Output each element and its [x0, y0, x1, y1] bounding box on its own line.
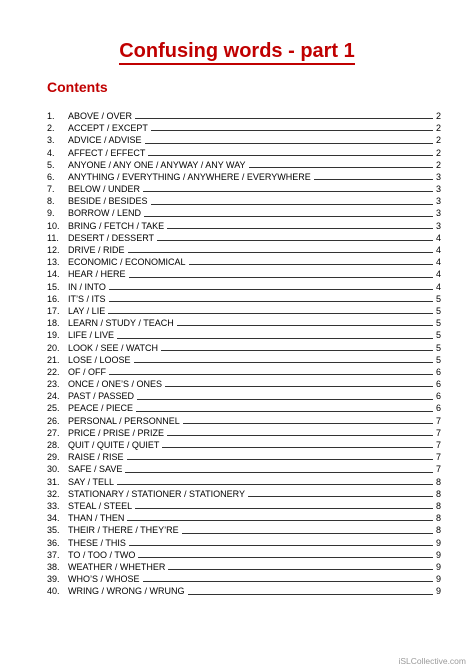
toc-leader-line [108, 313, 433, 314]
toc-entry[interactable] [47, 329, 441, 341]
toc-entry-page: 2 [435, 110, 441, 121]
toc-leader-line [109, 301, 433, 302]
toc-entry-page: 4 [435, 269, 441, 280]
toc-entry-page: 7 [435, 440, 441, 451]
toc-entry[interactable] [47, 403, 441, 415]
watermark-footer: iSLCollective.com [398, 656, 466, 666]
toc-entry-page: 8 [435, 500, 441, 511]
toc-entry-page: 4 [435, 257, 441, 268]
toc-entry-number: 32. [47, 488, 60, 499]
toc-entry-label: ANYTHING / EVERYTHING / ANYWHERE / EVERYWHERE [68, 171, 311, 182]
toc-leader-line [127, 459, 433, 460]
toc-entry-number: 5. [47, 159, 55, 170]
toc-entry-number: 26. [47, 415, 60, 426]
toc-entry-page: 9 [435, 586, 441, 597]
toc-entry-page: 5 [435, 293, 441, 304]
toc-entry-page: 9 [435, 549, 441, 560]
toc-entry-label: BRING / FETCH / TAKE [68, 220, 165, 231]
toc-leader-line [109, 374, 433, 375]
toc-entry-page: 2 [435, 135, 441, 146]
toc-leader-line [129, 545, 433, 546]
toc-leader-line [167, 228, 433, 229]
toc-entry-number: 10. [47, 220, 60, 231]
toc-leader-line [151, 204, 433, 205]
toc-leader-line [148, 155, 433, 156]
toc-leader-line [161, 350, 433, 351]
toc-entry-page: 5 [435, 330, 441, 341]
toc-leader-line [188, 594, 434, 595]
toc-leader-line [138, 557, 433, 558]
toc-leader-line [117, 484, 433, 485]
toc-entry-number: 25. [47, 403, 60, 414]
toc-entry[interactable] [47, 134, 441, 146]
toc-entry-number: 18. [47, 318, 60, 329]
toc-entry-number: 24. [47, 391, 60, 402]
toc-entry-number: 14. [47, 269, 60, 280]
toc-entry-label: STEAL / STEEL [68, 500, 133, 511]
toc-entry-label: WHO’S / WHOSE [68, 574, 140, 585]
toc-leader-line [136, 411, 433, 412]
table-of-contents [47, 110, 441, 598]
toc-entry-page: 2 [435, 159, 441, 170]
toc-entry-page: 4 [435, 232, 441, 243]
toc-entry-label: OF / OFF [68, 366, 106, 377]
toc-entry[interactable] [47, 390, 441, 402]
toc-entry-number: 39. [47, 574, 60, 585]
toc-entry[interactable] [47, 195, 441, 207]
toc-entry[interactable] [47, 244, 441, 256]
toc-entry-page: 3 [435, 208, 441, 219]
toc-entry-number: 35. [47, 525, 60, 536]
toc-entry-number: 33. [47, 500, 60, 511]
toc-leader-line [128, 252, 433, 253]
toc-entry[interactable] [47, 524, 441, 536]
toc-leader-line [127, 520, 433, 521]
toc-entry-label: DRIVE / RIDE [68, 245, 125, 256]
toc-entry-label: LAY / LIE [68, 305, 106, 316]
toc-entry[interactable] [47, 281, 441, 293]
toc-entry[interactable] [47, 159, 441, 171]
toc-entry-number: 23. [47, 379, 60, 390]
toc-entry-number: 36. [47, 537, 60, 548]
toc-entry[interactable] [47, 110, 441, 122]
toc-entry[interactable] [47, 378, 441, 390]
toc-entry-number: 40. [47, 586, 60, 597]
toc-leader-line [314, 179, 433, 180]
toc-entry-label: BESIDE / BESIDES [68, 196, 148, 207]
toc-entry-number: 7. [47, 184, 55, 195]
toc-entry-page: 2 [435, 147, 441, 158]
toc-entry-label: ECONOMIC / ECONOMICAL [68, 257, 186, 268]
toc-entry[interactable] [47, 305, 441, 317]
toc-entry-page: 4 [435, 245, 441, 256]
toc-entry-page: 2 [435, 123, 441, 134]
toc-leader-line [183, 423, 433, 424]
toc-entry-label: THEIR / THERE / THEY’RE [68, 525, 179, 536]
toc-entry-label: STATIONARY / STATIONER / STATIONERY [68, 488, 246, 499]
toc-entry-number: 28. [47, 440, 60, 451]
toc-entry[interactable] [47, 463, 441, 475]
toc-leader-line [168, 569, 433, 570]
toc-entry[interactable] [47, 500, 441, 512]
toc-leader-line [135, 508, 433, 509]
toc-leader-line [135, 118, 433, 119]
toc-entry-number: 4. [47, 147, 55, 158]
toc-entry-label: SAFE / SAVE [68, 464, 123, 475]
toc-entry[interactable] [47, 415, 441, 427]
toc-entry[interactable] [47, 476, 441, 488]
toc-entry-label: DESERT / DESSERT [68, 232, 155, 243]
toc-entry-number: 19. [47, 330, 60, 341]
toc-entry-page: 6 [435, 366, 441, 377]
toc-entry-number: 22. [47, 366, 60, 377]
toc-entry-number: 12. [47, 245, 60, 256]
toc-leader-line [125, 472, 433, 473]
toc-leader-line [248, 496, 433, 497]
toc-entry-label: QUIT / QUITE / QUIET [68, 440, 160, 451]
toc-entry-number: 16. [47, 293, 60, 304]
toc-entry[interactable] [47, 585, 441, 597]
toc-entry-number: 27. [47, 427, 60, 438]
toc-entry-number: 11. [47, 232, 59, 243]
toc-leader-line [117, 338, 433, 339]
toc-entry-number: 2. [47, 123, 55, 134]
toc-entry-number: 15. [47, 281, 60, 292]
toc-entry-page: 9 [435, 561, 441, 572]
toc-entry[interactable] [47, 488, 441, 500]
toc-leader-line [165, 386, 433, 387]
toc-entry-page: 9 [435, 574, 441, 585]
toc-entry[interactable] [47, 354, 441, 366]
toc-entry[interactable] [47, 232, 441, 244]
toc-entry-page: 5 [435, 342, 441, 353]
toc-entry-page: 8 [435, 476, 441, 487]
toc-entry-label: AFFECT / EFFECT [68, 147, 146, 158]
toc-entry-label: IN / INTO [68, 281, 106, 292]
toc-entry-label: PRICE / PRISE / PRIZE [68, 427, 165, 438]
toc-entry[interactable] [47, 439, 441, 451]
toc-entry[interactable] [47, 256, 441, 268]
toc-entry[interactable] [47, 293, 441, 305]
toc-entry-label: RAISE / RISE [68, 452, 124, 463]
toc-entry-number: 17. [47, 305, 60, 316]
toc-entry-page: 8 [435, 488, 441, 499]
toc-leader-line [157, 240, 433, 241]
toc-leader-line [144, 216, 433, 217]
toc-entry[interactable] [47, 427, 441, 439]
toc-entry-number: 8. [47, 196, 55, 207]
contents-heading: Contents [47, 79, 108, 95]
toc-entry-label: IT’S / ITS [68, 293, 106, 304]
toc-entry[interactable] [47, 512, 441, 524]
toc-entry-number: 6. [47, 171, 55, 182]
toc-entry-label: PEACE / PIECE [68, 403, 134, 414]
toc-entry-page: 6 [435, 391, 441, 402]
toc-leader-line [162, 447, 433, 448]
toc-entry-page: 5 [435, 318, 441, 329]
toc-entry-page: 7 [435, 415, 441, 426]
toc-entry-label: ONCE / ONE’S / ONES [68, 379, 163, 390]
toc-entry-page: 3 [435, 196, 441, 207]
toc-leader-line [151, 130, 433, 131]
toc-entry-page: 3 [435, 171, 441, 182]
toc-entry-number: 1. [47, 110, 55, 121]
toc-entry-label: WEATHER / WHETHER [68, 561, 166, 572]
toc-entry[interactable] [47, 220, 441, 232]
toc-entry-number: 20. [47, 342, 60, 353]
toc-entry-label: ANYONE / ANY ONE / ANYWAY / ANY WAY [68, 159, 246, 170]
toc-entry-label: THAN / THEN [68, 513, 125, 524]
toc-leader-line [167, 435, 433, 436]
toc-entry[interactable] [47, 573, 441, 585]
toc-entry[interactable] [47, 147, 441, 159]
toc-entry-number: 9. [47, 208, 55, 219]
toc-entry-label: LIFE / LIVE [68, 330, 115, 341]
toc-entry-label: BELOW / UNDER [68, 184, 141, 195]
toc-leader-line [134, 362, 433, 363]
toc-entry-page: 6 [435, 403, 441, 414]
toc-entry-page: 7 [435, 452, 441, 463]
toc-entry-page: 8 [435, 525, 441, 536]
toc-leader-line [249, 167, 433, 168]
toc-leader-line [129, 277, 433, 278]
toc-entry-number: 21. [47, 354, 60, 365]
toc-entry-page: 9 [435, 537, 441, 548]
toc-leader-line [143, 191, 433, 192]
document-title [0, 40, 474, 63]
toc-leader-line [143, 581, 434, 582]
toc-entry[interactable] [47, 171, 441, 183]
toc-entry[interactable] [47, 549, 441, 561]
toc-entry[interactable] [47, 561, 441, 573]
document-title-text: Confusing words - part 1 [119, 40, 355, 65]
toc-entry-number: 30. [47, 464, 60, 475]
toc-entry[interactable] [47, 366, 441, 378]
toc-entry[interactable] [47, 342, 441, 354]
toc-entry[interactable] [47, 317, 441, 329]
toc-entry-label: ABOVE / OVER [68, 110, 133, 121]
toc-entry-label: TO / TOO / TWO [68, 549, 136, 560]
toc-entry[interactable] [47, 268, 441, 280]
toc-entry[interactable] [47, 208, 441, 220]
toc-entry-page: 7 [435, 427, 441, 438]
toc-entry-label: PERSONAL / PERSONNEL [68, 415, 180, 426]
toc-leader-line [109, 289, 433, 290]
toc-leader-line [137, 399, 433, 400]
toc-entry[interactable] [47, 537, 441, 549]
toc-entry-page: 3 [435, 220, 441, 231]
toc-leader-line [182, 533, 433, 534]
toc-entry-number: 31. [47, 476, 60, 487]
toc-entry-label: LOSE / LOOSE [68, 354, 131, 365]
toc-entry-page: 4 [435, 281, 441, 292]
toc-entry-label: WRING / WRONG / WRUNG [68, 586, 185, 597]
toc-entry-label: PAST / PASSED [68, 391, 135, 402]
toc-entry-number: 34. [47, 513, 60, 524]
toc-entry-label: BORROW / LEND [68, 208, 142, 219]
toc-entry-label: LOOK / SEE / WATCH [68, 342, 159, 353]
toc-entry-label: LEARN / STUDY / TEACH [68, 318, 174, 329]
toc-entry-page: 8 [435, 513, 441, 524]
toc-entry-label: THESE / THIS [68, 537, 126, 548]
toc-entry-number: 13. [47, 257, 60, 268]
toc-entry-number: 29. [47, 452, 60, 463]
toc-entry-label: ACCEPT / EXCEPT [68, 123, 148, 134]
toc-entry-page: 3 [435, 184, 441, 195]
toc-entry-page: 6 [435, 379, 441, 390]
toc-entry[interactable] [47, 451, 441, 463]
toc-entry-label: HEAR / HERE [68, 269, 126, 280]
toc-entry[interactable] [47, 122, 441, 134]
toc-leader-line [145, 143, 433, 144]
toc-entry-label: ADVICE / ADVISE [68, 135, 142, 146]
toc-entry-number: 3. [47, 135, 55, 146]
toc-entry-page: 5 [435, 354, 441, 365]
toc-entry-page: 5 [435, 305, 441, 316]
toc-leader-line [177, 325, 433, 326]
toc-entry-number: 38. [47, 561, 60, 572]
toc-entry[interactable] [47, 183, 441, 195]
toc-leader-line [189, 264, 433, 265]
toc-entry-label: SAY / TELL [68, 476, 115, 487]
toc-entry-page: 7 [435, 464, 441, 475]
toc-entry-number: 37. [47, 549, 60, 560]
